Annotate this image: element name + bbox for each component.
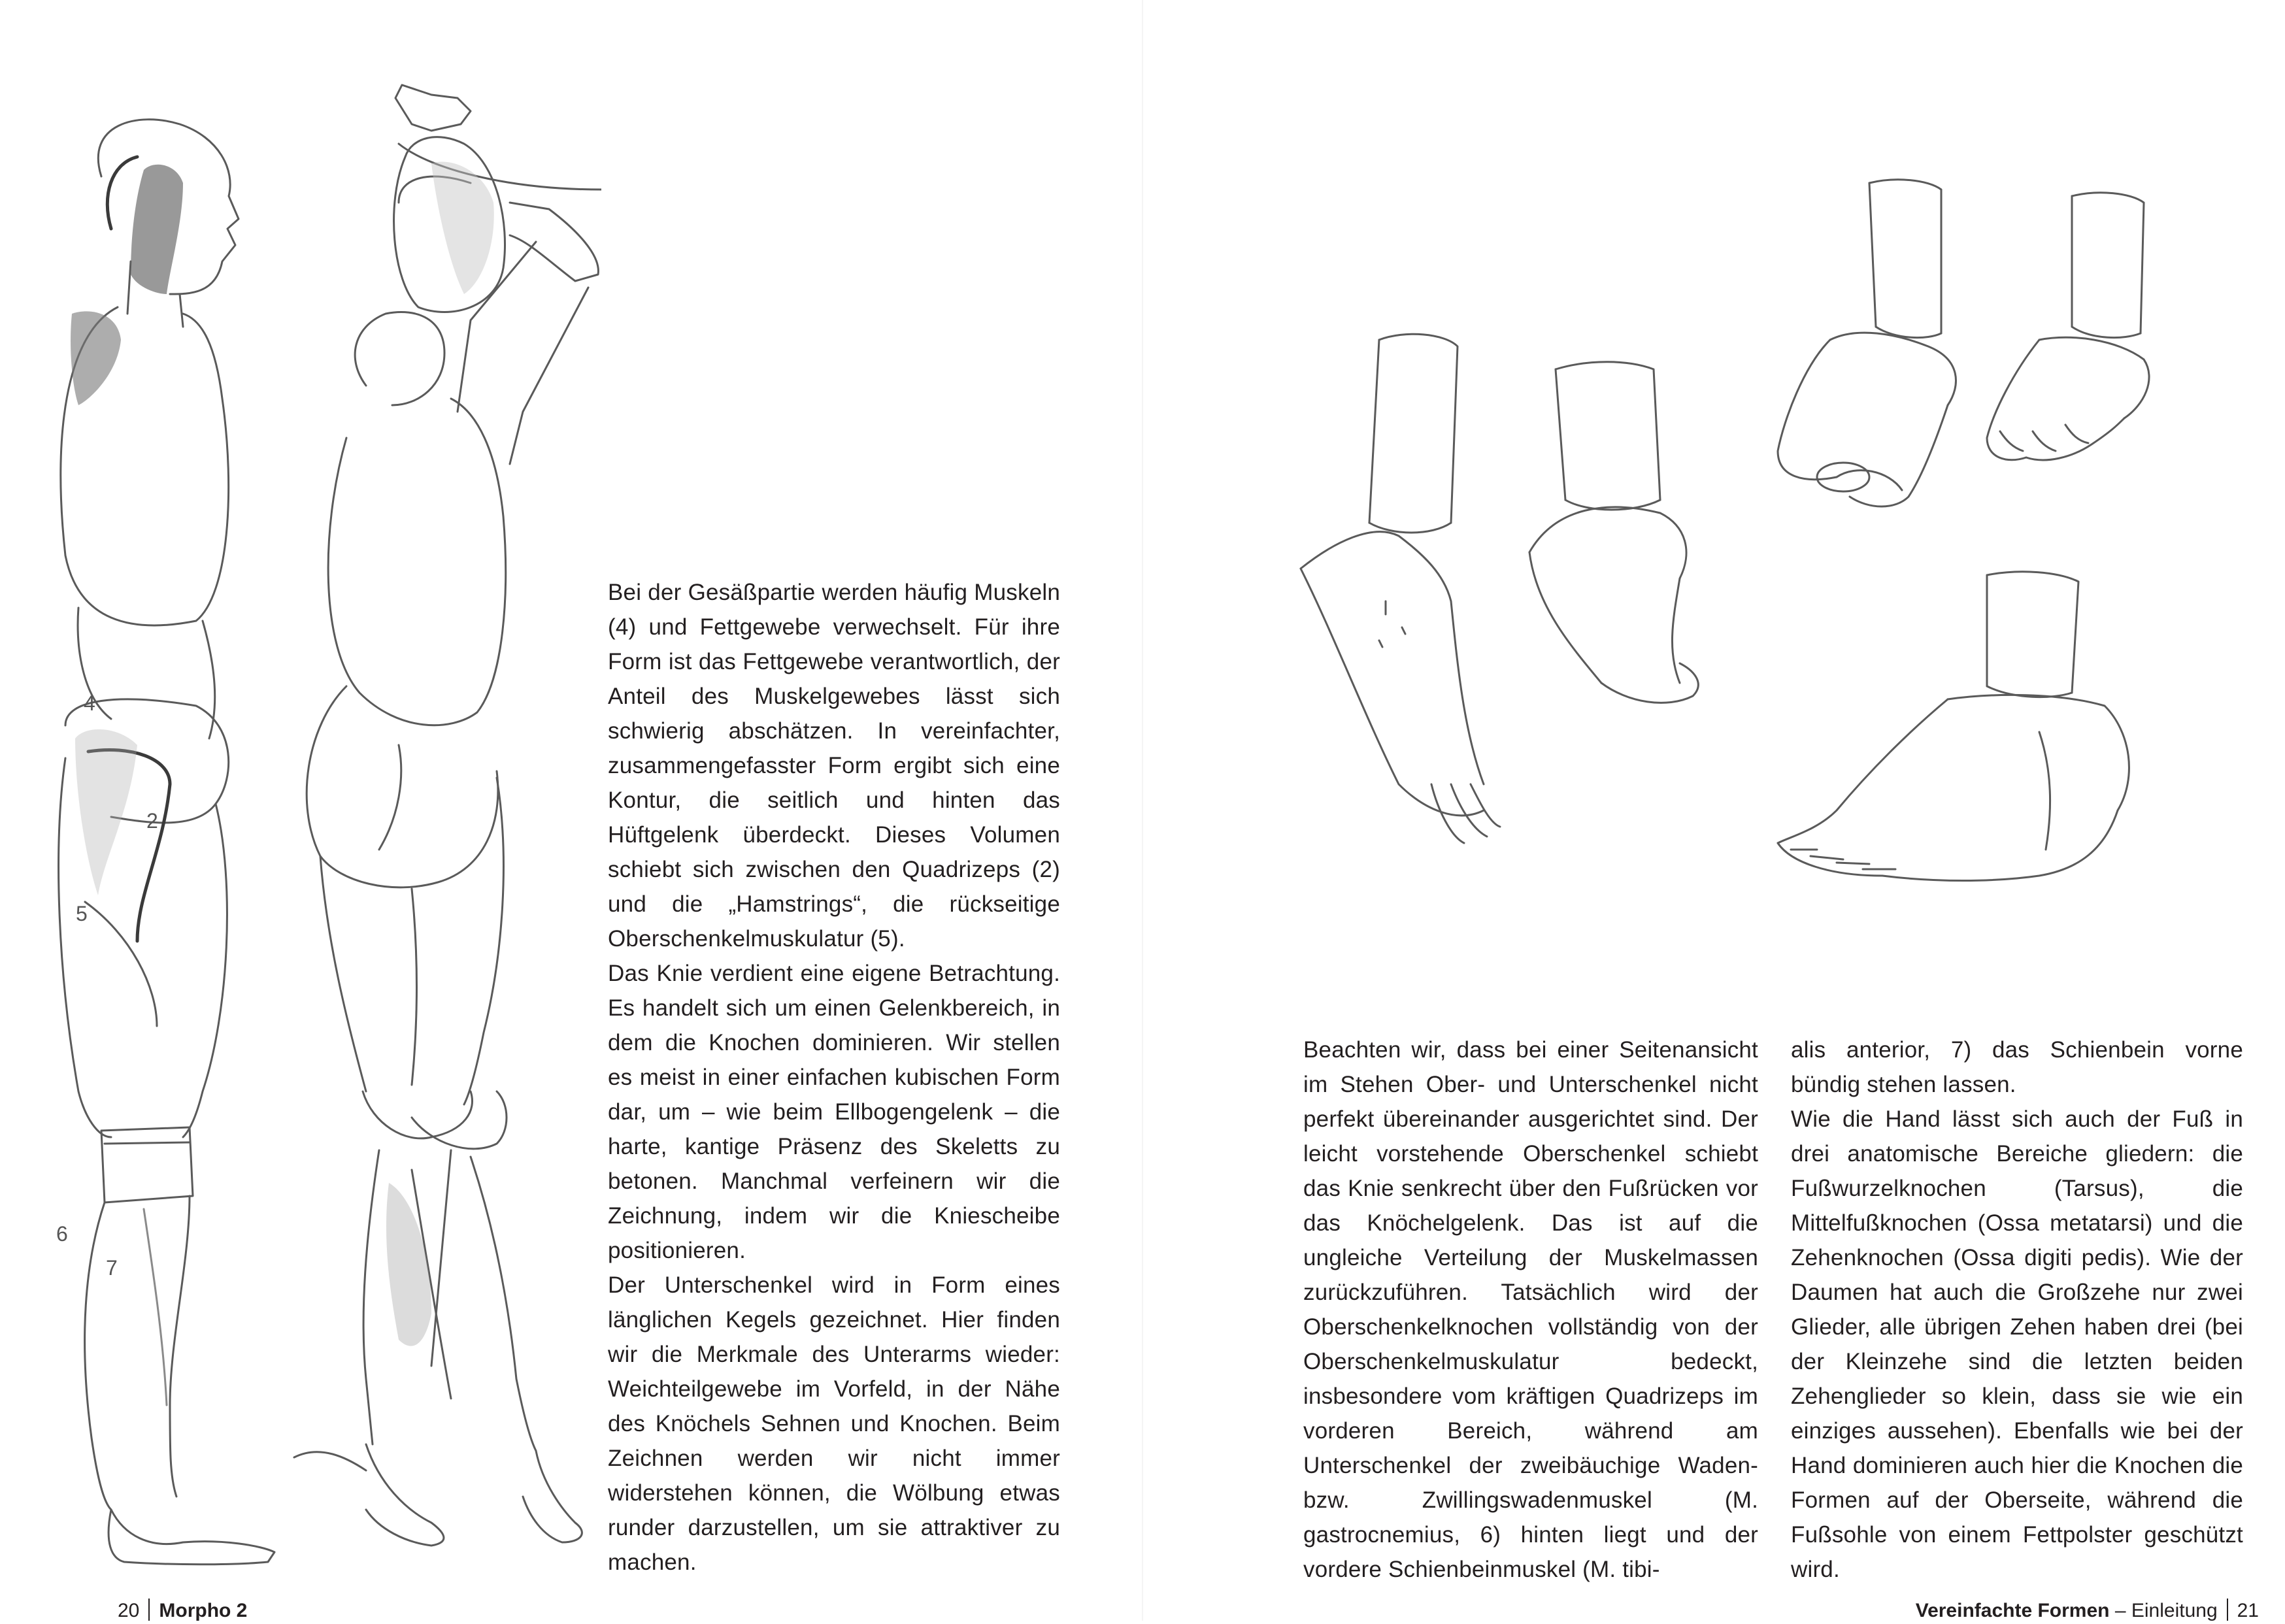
figure-label-4: 4 [84, 691, 95, 715]
figure-label-7: 7 [106, 1256, 118, 1280]
paragraph-unterschenkel: Der Unterschenkel wird in Form eines länglichen Kegels gezeichnet. Hier finden wir die Merkmale des Unterarms wieder: Weichteilgewebe im Vorfeld, in der Nähe des Knöchels Sehnen und Knochen. Beim Zeichnen werden wir nicht immer widerstehen können, die Wölbung etwas runder darzustellen, um sie attraktiver zu machen. [608, 1272, 1060, 1575]
foot-side-view-sketch [1765, 562, 2177, 928]
raised-arm-figure-sketch [235, 72, 601, 1568]
book-gutter [1142, 0, 1143, 1621]
chapter-title: Einleitung [2131, 1600, 2218, 1621]
section-title: Vereinfachte Formen [1915, 1600, 2110, 1621]
left-page-folio [118, 1598, 247, 1624]
paragraph-gesaesspartie: Bei der Gesäßpartie werden häufig Muskeln (4) und Fettgewebe verwechselt. Für ihre Form ist das Fettgewebe verantwortlich, der Anteil des Muskelgewebes lässt sich schwierig abschätzen. In vereinfachter, zusammengefasster Form ergibt sich eine Kontur, die seitlich und hinten das Hüftgelenk überdeckt. Dieses Volumen schiebt sich zwischen den Quadrizeps (2) und die „Hamstrings“, die rückseitige Oberschenkelmuskulatur (5). [608, 580, 1060, 952]
right-page-folio [1916, 1598, 2259, 1624]
paragraph-seitenansicht: Beachten wir, dass bei einer Seitenansicht im Stehen Ober- und Unterschenkel nicht perfekt übereinander ausgerichtet sind. Der leicht vorstehende Oberschenkel schiebt das Knie senkrecht über den Fußrücken vor das Knöchelgelenk. Das ist auf die ungleiche Verteilung der Muskelmassen zurückzuführen. Tatsächlich wird der Oberschenkelknochen vollständig von der Oberschenkelmuskulatur bedeckt, insbesondere vom kräftigen Quadrizeps im vorderen Bereich, während am Unterschenkel der zweibäuchige Waden- bzw. Zwillingswadenmuskel (M. gastrocnemius, 6) hinten liegt und der vordere Schienbeinmuskel (M. tibi- [1303, 1037, 1758, 1582]
folio-dash: – [2114, 1600, 2126, 1621]
paragraph-knie: Das Knie verdient eine eigene Betrachtung. Es handelt sich um einen Gelenkbereich, in dem die Knochen dominieren. Wir stellen es meist in einer einfachen kubischen Form dar, um – wie beim Ellbogengelenk – die harte, kantige Präsenz des Skeletts zu betonen. Manchmal verfeinern wir die Zeichnung, indem wir die Kniescheibe positionieren. [608, 961, 1060, 1263]
foot-front-view-sketch [1765, 170, 1974, 536]
paragraph-fuss-bereiche: Wie die Hand lässt sich auch der Fuß in drei anatomische Bereiche gliedern: die Fußwurzelknochen (Tarsus), die Mittelfußknochen (Ossa metatarsi) und die Zehenknochen (Ossa digiti pedis). Wie der Daumen hat auch die Großzehe nur zwei Glieder, alle übrigen Zehen haben drei (bei der Kleinzehe sind die letzten beiden Zehenglieder so klein, dass sie wie ein einziges aussehen). Ebenfalls wie bei der Hand dominieren auch hier die Knochen die Formen auf der Oberseite, während die Fußsohle von einem Fettpolster geschützt wird. [1791, 1106, 2243, 1582]
tilted-foot-sketch [1516, 356, 1739, 735]
foot-three-quarter-sketch [1974, 183, 2170, 510]
left-page-body-text [608, 575, 1060, 1580]
right-page-column-1 [1303, 1033, 1758, 1587]
folio-separator [148, 1599, 150, 1621]
right-page-number: 21 [2237, 1600, 2259, 1621]
left-page-number: 20 [118, 1600, 140, 1621]
figure-label-2: 2 [146, 809, 158, 833]
book-title: Morpho 2 [159, 1600, 248, 1621]
paragraph-schienbein: alis anterior, 7) das Schienbein vorne bündig stehen lassen. [1791, 1037, 2243, 1097]
right-page-column-2 [1791, 1033, 2243, 1587]
folio-separator [2227, 1599, 2228, 1621]
figure-label-6: 6 [56, 1222, 68, 1246]
figure-label-5: 5 [76, 902, 88, 925]
